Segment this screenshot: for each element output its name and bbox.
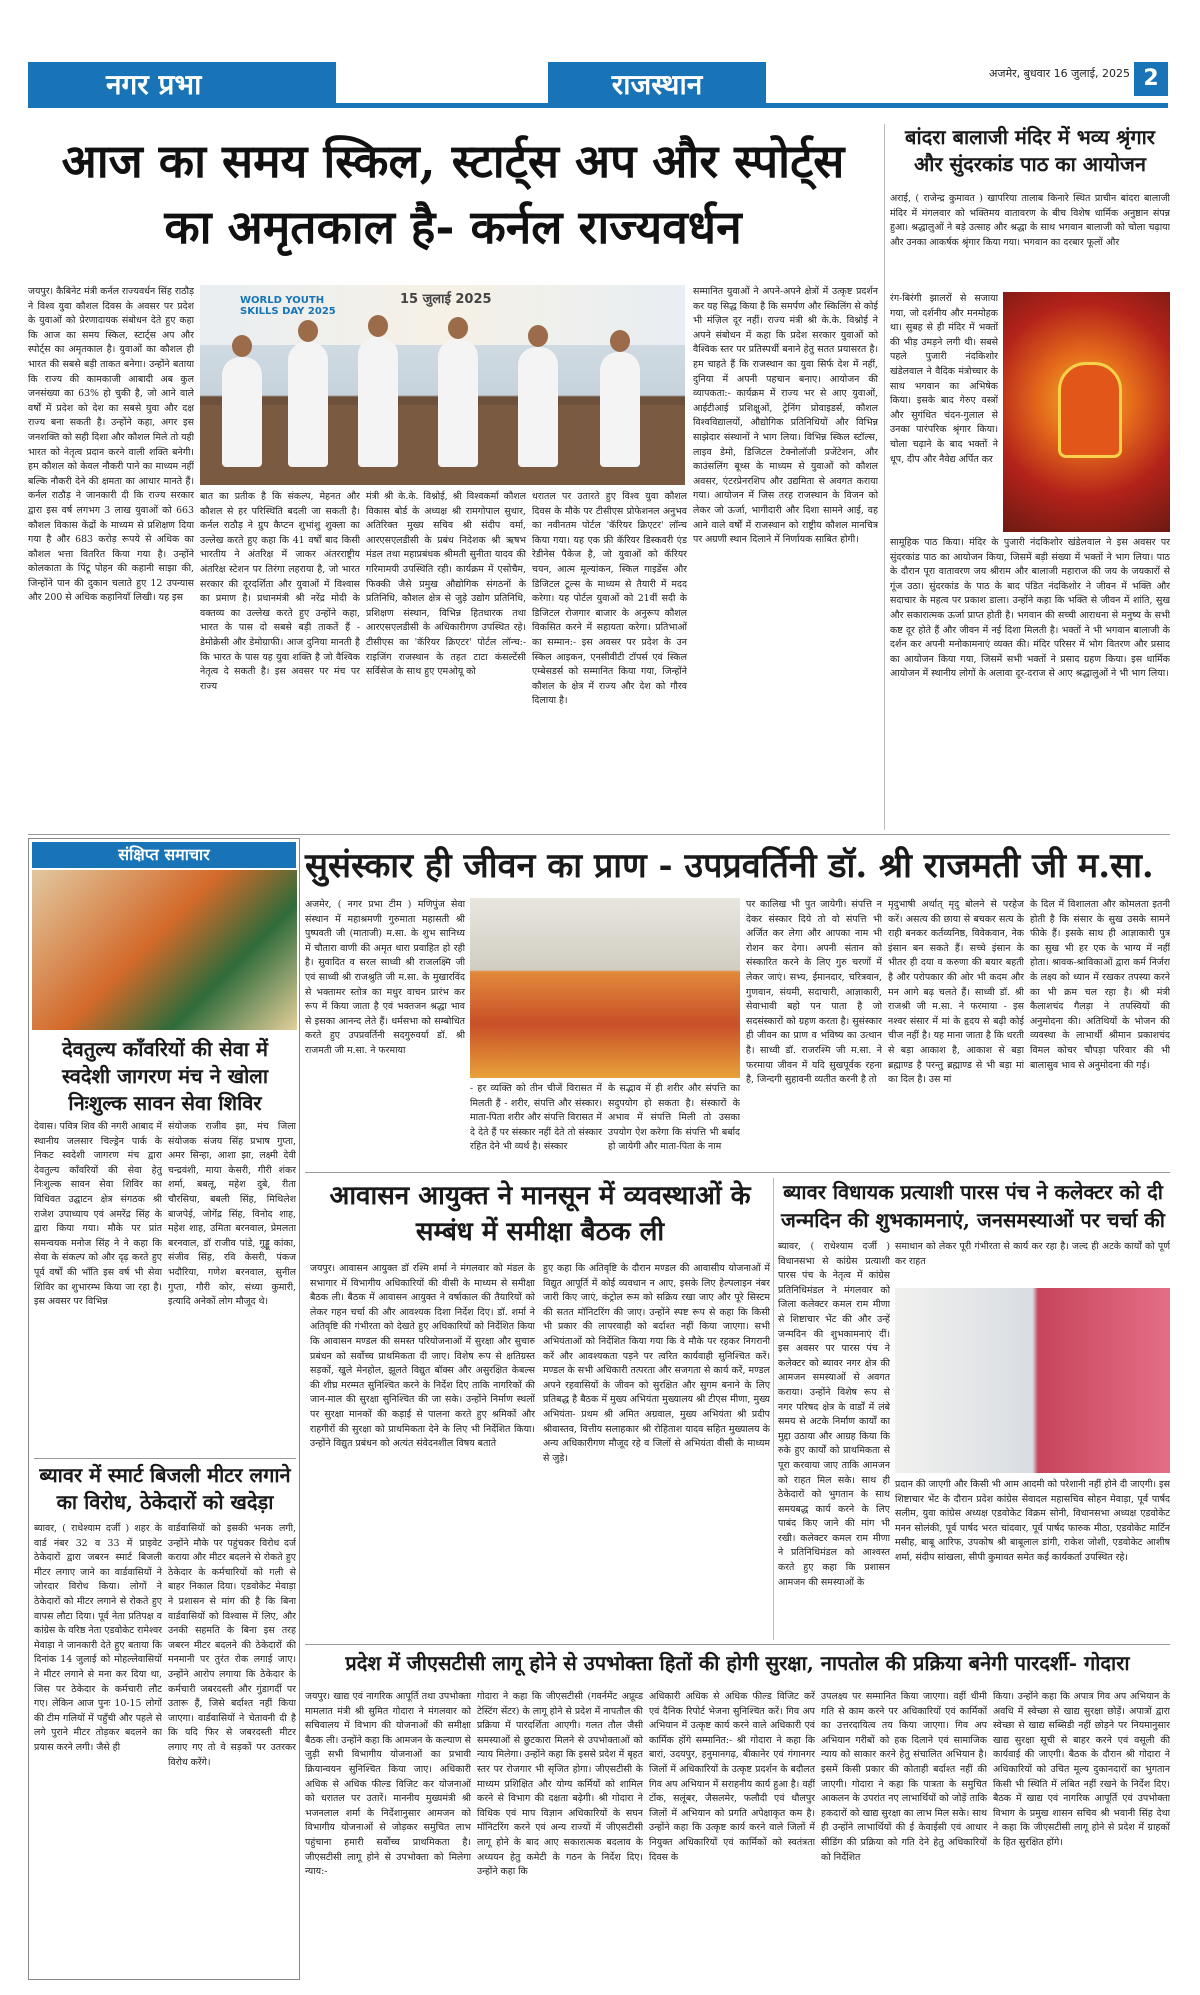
person-figure bbox=[518, 347, 558, 467]
main-story-col5: सम्मानित युवाओं ने अपने-अपने क्षेत्रों में उत्कृष्ट प्रदर्शन कर यह सिद्ध किया है कि समर्पण और स्किलिंग से कोई भी मंज़िल दूर नहीं। राज्य मंत्री श्री के.के. विश्नोई ने अपने संबोधन में कहा कि प्रदेश सरकार युवाओं को वैश्विक स्तर पर प्रतिस्पर्धी बनाने हेतु सतत प्रयासरत है। हम चाहते हैं कि राजस्थान का युवा सिर्फ देश में नहीं, दुनिया में अपनी पहचान बनाए। आयोजन की व्यापकता:- कार्यक्रम में राज्य भर से आए युवाओं, आईटीआई प्रशिक्षुओं, ट्रेनिंग प्रोवाइडर्स, कौशल विश्वविद्यालयों, औद्योगिक प्रतिनिधियों और विभिन्न साझेदार संस्थानों ने भाग लिया। विभिन्न स्किल स्टॉल्स, लाइव डेमो, डिजिटल टेक्नोलॉजी प्रजेंटेशन, और काउंसलिंग बूथ्स के माध्यम से युवाओं को कौशल अवसर, एंटरप्रेनरशिप और उद्यमिता से अवगत कराया गया। आयोजन में जिस तरह राजस्थान के विजन को लेकर जो ऊर्जा, भागीदारी और दिशा सामने आई, वह आने वाले वर्षों में राजस्थान को राष्ट्रीय कौशल मानचित्र पर अग्रणी स्थान दिलाने में निर्णायक साबित होगी। bbox=[693, 286, 878, 546]
sanskar-col1: अजमेर, ( नगर प्रभा टीम ) मणिपुंज सेवा संस्थान में महाश्रमणी गुरुमाता महासती श्री पुष्पवती जी (माताजी) म.सा. के शुभ सानिध्य में चौतारा वाणी की अमृत धारा प्रवाहित हो रही है। सुवादित व सरल साध्वी श्री राजलक्ष्मि जी एवं साध्वी श्री राजश्रुति जी म.सा. के मुखारविंद से भक्तामर स्तोत्र का मधुर वाचन प्रारंभ कर रूप में किया जाता है एवं भक्तजन श्रद्धा भाव से इसका आनन्द लेते हैं। धर्मसभा को सम्बोधित करते हुए उपप्रवर्तिनी सदगुरुवर्या डॉ. श्री राजमती जी म.सा. ने फरमाया bbox=[305, 899, 465, 1056]
section-rule bbox=[305, 1172, 1170, 1173]
main-story-col1: जयपुर। कैबिनेट मंत्री कर्नल राज्यवर्धन सिंह राठौड़ ने विश्व युवा कौशल दिवस के अवसर पर प्रदेश के युवाओं को प्रेरणादायक संबोधन देते हुए कहा कि आज का समय स्किल, स्टार्ट्स अप और स्पोर्ट्स का अमृतकाल है। युवाओं का कौशल ही भारत की सबसे बड़ी ताकत बनेगा। उन्होंने बताया कि राज्य की कामकाजी आबादी अब कुल जनसंख्या का 63% हो चुकी है, जो आने वाले वर्षों में प्रदेश को देश का सबसे युवा और दक्ष राज्य बना सकती है। उन्होंने कहा, अगर इस जनशक्ति को सही दिशा और कौशल मिले तो यही भारत को नेतृत्व प्रदान करने वाली शक्ति बनेगी। हम कौशल को केवल नौकरी पाने का माध्यम नहीं बल्कि नौकरी देने की क्षमता का आधार मानते हैं। कर्नल राठौड़ ने जानकारी दी कि राज्य सरकार द्वारा इस वर्ष लगभग 3 लाख युवाओं को 663 कौशल विकास केंद्रों के माध्यम से प्रशिक्षण दिया गया है और 683 करोड़ रूपये से अधिक का कौशल भत्ता वितरित किया गया है। उन्होंने कोलकाता के पिंटू पोहन की कहानी साझा की, जिन्होंने पान की दुकान चलाते हुए 12 उपन्यास और 200 से अधिक कहानियाँ लिखी। यह इस bbox=[28, 286, 194, 604]
person-figure bbox=[288, 342, 328, 467]
sanskar-col4: पर कालिख भी पुत जायेगी। संपत्ति न देकर संस्कार दिये तो वो संपत्ति भी अर्जित कर लेगा और आपका नाम भी रोशन कर देगा। अपनी संतान को संस्कारित करने के लिए गुरु चरणों में लेकर जाएं। सभ्य, ईमानदार, चरित्रवान, गुणवान, संयमी, सदाचारी, आज्ञाकारी, सेवाभावी बहो पन पाता है जो सदसंस्कारों को ग्रहण करता है। सुसंस्कार ही जीवन का प्राण व भविष्य का उत्थान है। साध्वी डॉ. राजरश्मि जी म.सा. ने फरमाया जीवन में यदि सुखपूर्वक रहना है, जिन्दगी सुहावनी व्यतीत करनी है तो bbox=[746, 899, 882, 1086]
collector-greeting-photo bbox=[895, 1288, 1170, 1473]
sanskar-col5: मृदुभाषी अर्थात् मृदु बोलने से परहेज करें। असत्य की छाया से बचकर सत्य के राही बनकर कर्तव्यनिष्ठ, विवेकवान, नेक इंसान बन सकते हैं। सच्चे इंसान के भीतर ही दया व करुणा की बयार बहती है और परोपकार की ओर भी कदम और मन आगे बढ़ चलते हैं। साध्वी डॉ. श्री राजश्री जी म.सा. ने फरमाया - इस नश्वर संसार में मां के हृदय से बढ़ी कोई चीज नहीं है। यह माना जाता है कि धरती से बड़ा आकाश है, आकाश से बड़ा ब्रह्माण्ड है परन्तु ब्रह्माण्ड से भी बड़ा मां का दिल है। उस मां bbox=[888, 899, 1024, 1086]
idol-figure bbox=[1058, 362, 1122, 458]
person-figure bbox=[600, 352, 640, 467]
section-nagar-prabha: नगर प्रभा bbox=[28, 62, 336, 108]
kanwar-headline: देवतुल्य काँवरियों की सेवा में स्वदेशी जागरण मंच ने खोला निःशुल्क सावन सेवा शिविर bbox=[61, 1037, 269, 1115]
sanskar-col6: के दिल में विशालता और कोमलता इतनी होती है कि संसार के सुख उसके सामने फीके हैं। इसके साथ ही आज्ञाकारी पुत्र का सुख भी हर एक के भाग्य में नहीं होता। श्रावक-श्राविकाओं द्वारा कर्म निर्जरा के लक्ष्य को ध्यान में रखकर तपस्या करने का भी क्रम चल रहा है। श्री मंत्री कैलाशचंद गैलड़ा ने तपस्वियों की अनुमोदना की। अतिथियों के भोजन की व्यवस्था के लाभार्थी श्रीमान प्रकाशचंद विमल कोचर चौपड़ा परिवार की भी बालासुव भाव से अनुमोदना की गई। bbox=[1030, 899, 1170, 1071]
kanwar-col2: संयोजक राजीव झा, मंच जिला संयोजक संजय सिंह प्रभाष गुप्ता, अमर सिन्हा, आशा झा, लक्ष्मी देवी चन्द्रवंशी, माया केसरी, गीरी शंकर शर्मा, बबलू, महेश दुबे, रीता चौरसिया, बबली सिंह, मिथिलेश बाजपेई, जोगेंद्र सिंह, विनोद शाह, महेश शाह, उमिता बरनवाल, प्रेमलता बरनवाल, डॉ राजीव पांडे, गुड्डू कांका, संजीव सिंह, रवि केसरी, पंकज भदौरिया, गणेश बरनवाल, सुनील गुप्ता, गौरी कोर, संध्या कुमारी, इत्यादि अनेकों लोग मौजूद थे। bbox=[168, 1121, 296, 1308]
beawar-col2: समाधान को लेकर पूरी गंभीरता से कार्य कर रहा है। जल्द ही अटके कार्यों को पूर्ण कर राहत bbox=[895, 1241, 1170, 1267]
smart-meter-headline: ब्यावर में स्मार्ट बिजली मीटर लगाने का विरोध, ठेकेदारों को खदेड़ा bbox=[39, 1463, 291, 1514]
temple-col-full: सामूहिक पाठ किया। मंदिर के पुजारी नंदकिशोर खंडेलवाल ने इस अवसर पर सुंदरकांड पाठ का आयोजन किया, जिसमें बड़ी संख्या में भक्तों ने भाग लिया। पाठ के दौरान पूरा वातावरण जय श्रीराम और बालाजी महाराज की जय के जयकारों से गूंज उठा। सुंदरकांड के पाठ के बाद पंडित नंदकिशोर ने जीवन में भक्ति और सदाचार के महत्व पर प्रकाश डाला। उन्होंने कहा कि भक्ति से जीवन में शांति, सुख और सकारात्मक ऊर्जा प्राप्त होती है। भगवान की सच्ची आराधना से मनुष्य के सभी कष्ट दूर होते हैं और जीवन में नई दिशा मिलती है। भक्तों ने भी भगवान बालाजी के दर्शन कर अपनी मनोकामनाएं व्यक्त की। मंदिर परिसर में भोग वितरण और प्रसाद का आयोजन किया गया, जिसमें सभी भक्तों ने प्रसाद ग्रहण किया। इस धार्मिक आयोजन में स्थानीय लोगों के अलावा दूर-दराज से आए श्रद्धालुओं ने भी भाग लिया। bbox=[890, 537, 1170, 680]
meter-col2: वार्डवासियों को इसकी भनक लगी, उन्होंने मौके पर पहुंचकर विरोध दर्ज कराया और मीटर बदलने से रोकते हुए ठेकेदार के कर्मचारियों को गली से बाहर निकाल दिया। एडवोकेट मेवाड़ा ने प्रशासन से मांग की है कि बिना वार्डवासियों को विश्वास में लिए, और उनकी सहमति के बिना इस तरह जबरन मीटर बदलने की ठेकेदारों की मनमानी पर तुरंत रोक लगाई जाए। उन्होंने आरोप लगाया कि ठेकेदार के कर्मचारी जबरदस्ती और गुंडागर्दी पर उतारू हैं, जिसे बर्दाश्त नहीं किया जाएगा। वार्डवासियों ने चेतावनी दी है कि यदि फिर से जबरदस्ती मीटर लगाए गए तो वे सड़कों पर उतरकर विरोध करेंगे। bbox=[168, 1523, 296, 1768]
bandra-balaji-idol-photo bbox=[1003, 292, 1170, 532]
event-banner-date: 15 जुलाई 2025 bbox=[400, 292, 492, 307]
person-figure bbox=[358, 337, 398, 467]
dharmasabha-hall-photo bbox=[470, 898, 740, 1078]
sanskar-col3: के सद्भाव में ही शरीर और संपत्ति का सदुपयोग हो सकता है। संस्कारों के अभाव में संपत्ति मिली तो उसका उपयोग ऐश करेगा कि संपत्ति भी बर्बाद हो जायेगी और माता-पिता के नाम bbox=[608, 1083, 740, 1153]
beawar-col3: प्रदान की जाएगी और किसी भी आम आदमी को परेशानी नहीं होने दी जाएगी। इस शिष्टाचार भेंट के दौरान प्रदेश कांग्रेस सेवादल महासचिव सोहन मेवाड़ा, पूर्व पार्षद सलीम, युवा कांग्रेस अध्यक्ष एडवोकेट विक्रम सोनी, विधानसभा अध्यक्ष एडवोकेट मनन सोलंकी, पूर्व पार्षद भरत चांदवार, पूर्व पार्षद फारुक मीठा, एडवोकेट मार्टिन मसीह, बाबू आरिफ, उपकोष श्री बाबूलाल डांगी, राकेश जोशी, एडवोकेट आशीष शर्मा, संदीप सांखला, सीपी कुमावत समेत कई कार्यकर्ता उपस्थित रहे। bbox=[895, 1479, 1170, 1563]
skills-day-event-photo bbox=[200, 285, 685, 485]
kanwar-camp-photo bbox=[32, 870, 297, 1030]
header-rule bbox=[28, 103, 1168, 108]
main-story-col2: बात का प्रतीक है कि संकल्प, मेहनत और कौशल से हर परिस्थिति बदली जा सकती है। कर्नल राठौड़ ने ग्रुप कैप्टन शुभांशु शुक्ला का उल्लेख करते हुए कहा कि 41 वर्षों बाद किसी भारतीय ने अंतरिक्ष में जाकर अंतरराष्ट्रीय अंतरिक्ष स्टेशन पर तिरंगा लहराया है, जो भारत सरकार की दूरदर्शिता और युवाओं में विश्वास का प्रमाण है। प्रधानमंत्री श्री नरेंद्र मोदी के वक्तव्य का उल्लेख करते हुए उन्होंने कहा, भारत के पास दो सबसे बड़ी ताकतें हैं - डेमोक्रेसी और डेमोग्राफी। आज दुनिया मानती है कि भारत के पास यह युवा शक्ति है जो वैश्विक नेतृत्व दे सकती है। इस अवसर पर मंच पर राज्य bbox=[200, 491, 360, 692]
gst-col2: गोदारा ने कहा कि जीएसटीसी (गवर्नमेंट अप्रूव्ड टेस्टिंग सेंटर) के लागू होने से प्रदेश में नापतौल की प्रक्रिया में पारदर्शिता आएगी। गलत तौल जैसी समस्याओं से छुटकारा मिलने से उपभोक्ताओं को न्याय मिलेगा। उन्होंने कहा कि इससे प्रदेश में बृहत स्तर पर रोजगार भी सृजित होगा। जीएसटीसी के माध्यम प्रशिक्षित और योग्य कर्मियों को शामिल करने से विभाग की दक्षता बढ़ेगी। श्री गोदारा ने विधिक एवं माप विज्ञान अधिकारियों के सघन मॉनिटरिंग करने एवं अन्य राज्यों में जीएसटीसी लागू होने के बाद आए सकारात्मक बदलाव के अध्ययन हेतु कमेटी के गठन के निर्देश दिए। उन्होंने कहा कि bbox=[477, 1691, 643, 1878]
temple-headline: बांदरा बालाजी मंदिर में भव्य श्रृंगार और सुंदरकांड पाठ का आयोजन bbox=[905, 125, 1155, 176]
person-figure bbox=[222, 357, 262, 467]
main-headline bbox=[28, 128, 878, 260]
gst-col3: अधिकारी अधिक से अधिक फील्ड विजिट करें एवं दैनिक रिपोर्ट भेजना सुनिश्चित करें। गिव अप अभियान में उत्कृष्ट कार्य करने वाले अधिकारी एवं कार्मिक होंगे सम्मानित:- श्री गोदारा ने कहा कि बारां, उदयपुर, हनुमानगढ़, बीकानेर एवं गंगानगर जिलों में अधिकारियों के उत्कृष्ट प्रदर्शन के बदौलत गिव अप अभियान में सराहनीय कार्य हुआ है। वहीं टोंक, सलूंबर, जैसलमेर, फलौदी एवं धौलपुर जिलों में अभियान को प्रगति अपेक्षाकृत कम है। उन्होंने कहा कि उत्कृष्ट कार्य करने वाले जिलों में नियुक्त अधिकारियों एवं कार्मिकों को स्वतंत्रता दिवस के bbox=[649, 1691, 815, 1863]
issue-date: अजमेर, बुधवार 16 जुलाई, 2025 bbox=[989, 67, 1130, 80]
awas-headline: आवासन आयुक्त ने मानसून में व्यवस्थाओं के सम्बंध में समीक्षा बैठक ली bbox=[329, 1181, 751, 1247]
meter-col1: ब्यावर, ( राधेश्याम दर्जी ) शहर के वार्ड नंबर 32 व 33 में प्राइवेट ठेकेदारों द्वारा जबरन स्मार्ट बिजली मीटर लगाए जाने का वार्डवासियों ने जोरदार विरोध किया। लोगों ने ठेकेदारों को मीटर लगाने से रोकते हुए वापस लौटा दिया। पूर्व नेता प्रतिपक्ष व कांग्रेस के वरिष्ठ नेता एडवोकेट रामेश्वर मेवाड़ा ने जानकारी देते हुए बताया कि दिनांक 14 जुलाई को मोहल्लेवासियों ने मीटर लगाने से मना कर दिया था, जिस पर ठेकेदार के कर्मचारी लौट गए। लेकिन आज पुनः 10-15 लोगों की टीम गलियों में पहुँची और पहले से लगे पुराने मीटर तोड़कर बदलने का प्रयास करने लगी। जैसे ही bbox=[34, 1523, 162, 1753]
section-rule bbox=[28, 834, 1170, 835]
kanwar-col1: देवास। पवित्र शिव की नगरी आबाद में स्थानीय जलसार चिल्ड्रेन पार्क के निकट स्वदेशी जागरण मंच द्वारा देवतुल्य काँवरियों की सेवा हेतु निःशुल्क सावन सेवा शिविर का विधिवत उद्घाटन क्षेत्र संगठक श्री राजेश उपाध्याय एवं अमरेंद्र सिंह के द्वारा किया गया। मौके पर प्रांत समन्वयक मनोज सिंह ने ने कहा कि सेवा के संकल्प को और दृढ़ करते हुए पूर्व वर्षों की भाँति इस वर्ष भी सेवा शिविर का शुभारम्भ किया जा रहा है। इस अवसर पर विभिन्न bbox=[34, 1121, 162, 1308]
beawar-headline: ब्यावर विधायक प्रत्याशी पारस पंच ने कलेक्टर को दी जन्मदिन की शुभकामनाएं, जनसमस्याओं पर चर्चा की bbox=[781, 1180, 1165, 1232]
temple-col-side: रंग-बिरंगी झालरों से सजाया गया, जो दर्शनीय और मनमोहक था। सुबह से ही मंदिर में भक्तों की भीड़ उमड़ने लगी थी। सबसे पहले पुजारी नंदकिशोर खंडेलवाल ने वैदिक मंत्रोच्चार के साथ भगवान का अभिषेक किया। इसके बाद गेरुए वस्त्रों और सुगंधित चंदन-गुलाल से उनका पारंपरिक श्रृंगार किया। चोला चढ़ाने के बाद भक्तों ने धूप, दीप और नैवेद्य अर्पित कर bbox=[890, 293, 998, 465]
main-headline-line1: आज का समय स्किल, स्टार्ट्स अप और स्पोर्ट्स bbox=[61, 134, 845, 188]
gst-col4: उपलक्ष्य पर सम्मानित किया जाएगा। वहीं धीमी गति से काम करने पर अधिकारियों एवं कार्मिकों का उत्तरदायित्व तय किया जाएगा। गिव अप अभियान गरीबों को हक दिलाने एवं सामाजिक न्याय को साकार करने हेतु संचालित अभियान है। इसमें किसी प्रकार की कोताही बर्दाश्त नहीं की जाएगी। गोदारा ने कहा कि पात्रता के समुचित आकलन के उपरांत नए लाभार्थियों को जोड़ें ताकि हकदारों को खाद्य सुरक्षा का लाभ मिल सके। साथ ही उन्होंने लाभार्थियों की ई केवाईसी एवं आधार सीडिंग की प्रक्रिया को गति देने हेतु अधिकारियों को निर्देशित bbox=[821, 1691, 987, 1863]
person-figure bbox=[438, 339, 478, 467]
main-headline-line2: का अमृतकाल है- कर्नल राज्यवर्धन bbox=[164, 200, 742, 254]
column-divider bbox=[884, 124, 885, 830]
gst-headline: प्रदेश में जीएसटीसी लागू होने से उपभोक्ता हितों की होगी सुरक्षा, नापतोल की प्रक्रिया बनेगी पारदर्शी- गोदारा bbox=[345, 1651, 1130, 1675]
gst-col5: किया। उन्होंने कहा कि अपात्र गिव अप अभियान के अवधि में स्वेच्छा से खाद्य सुरक्षा छोड़ें। अपात्रों द्वारा स्वेच्छा से खाद्य सब्सिडी नहीं छोड़ने पर नियमानुसार खाद्य सुरक्षा सूची से बाहर करने एवं वसूली की कार्यवाई की जाएगी। बैठक के दौरान श्री गोदारा ने अधिकारियों को उचित मूल्य दुकानदारों का भुगतान किसी भी स्थिति में लंबित नहीं रखने के निर्देश दिए। बैठक में खाद्य एवं नागरिक आपूर्ति एवं उपभोक्ता विभाग के प्रमुख शासन सचिव श्री भवानी सिंह देथा ने कहा कि जीएसटीसी लागू होने से प्रदेश में ग्राहकों के हित सुरक्षित होंगे। bbox=[993, 1691, 1170, 1848]
sanskar-col2: - हर व्यक्ति को तीन चीजें विरासत में मिलती हैं - शरीर, संपत्ति और संस्कार। माता-पिता शरीर और संपत्ति विरासत में दे देते हैं पर संस्कार नहीं देते तो संस्कार रहित देने भी व्यर्थ है। संस्कार bbox=[470, 1083, 602, 1153]
page-number: 2 bbox=[1134, 62, 1168, 96]
main-story-col4: धरातल पर उतारते हुए विश्व युवा कौशल दिवस के मौके पर टीसीएस प्रोफेशनल अनुभव का नवीनतम पोर्टल 'कॅरियर क्रिएटर' लॉन्च किया गया। यह एक फ्री कॅरियर डिस्कवरी एंड रेडीनेस पैकेज है, जो युवाओं को कॅरियर चयन, आत्म मूल्यांकन, स्किल गाइडेंस और डिजिटल टूल्स के माध्यम से तैयारी में मदद करेगा। यह पोर्टल युवाओं को 21वीं सदी के डिजिटल रोजगार बाजार के अनुरूप कौशल विकसित करने में सहायता करेगा। प्रतिभाओं का सम्मान:- इस अवसर पर प्रदेश के उन स्किल आइकन, एनसीवीटी टॉपर्स एवं स्किल एम्बेसडर्स को सम्मानित किया गया, जिन्होंने कौशल के क्षेत्र में राज्य और देश को गौरव दिलाया है। bbox=[532, 491, 687, 707]
temple-lead: अराई, ( राजेन्द्र कुमावत ) खापरिया तालाब किनारे स्थित प्राचीन बांदरा बालाजी मंदिर में मंगलवार को भक्तिमय वातावरण के बीच विशेष धार्मिक अनुष्ठान संपन्न हुआ। श्रद्धालुओं ने बड़े उत्साह और श्रद्धा के साथ भगवान बालाजी को चोला चढ़ाया और उनका आकर्षक श्रृंगार किया गया। भगवान का दरबार फूलों और bbox=[890, 193, 1170, 248]
event-banner-text: WORLD YOUTH SKILLS DAY 2025 bbox=[240, 295, 336, 317]
brief-rule bbox=[34, 1458, 296, 1459]
awas-col1: जयपुर। आवासन आयुक्त डॉ रश्मि शर्मा ने मंगलवार को मंडल के सभागार में विभागीय अधिकारियों की वीसी के माध्यम से समीक्षा बैठक ली। बैठक में आवासन आयुक्त ने वर्षाकाल की तैयारियों को लेकर गहन चर्चा की और आवश्यक दिशा निर्देश दिए। डॉ. शर्मा ने अतिवृष्टि की गंभीरता को देखते हुए अधिकारियों को निर्देशित किया कि आवासन मण्डल की समस्त परियोजनाओं में सुरक्षा और सुचारु प्रबंधन को सर्वोच्च प्राथमिकता दी जाए। विशेष रूप से क्षतिग्रस्त सड़कों, खुले मेनहोल, झूलते विद्युत बॉक्स और असुरक्षित केबल्स की शीघ्र मरम्मत सुनिश्चित करने के निर्देश दिए ताकि नागरिकों की जान-माल की सुरक्षा सुनिश्चित की जा सके। उन्होंने निर्माण स्थलों पर सुरक्षा मानकों की कड़ाई से पालना करते हुए श्रमिकों और राहगीरों की सुरक्षा को प्राथमिकता देने के लिए भी निर्देशित किया। उन्होंने विद्युत प्रबंधन को अत्यंत संवेदनशील विषय बताते bbox=[310, 1263, 535, 1450]
awas-col2: हुए कहा कि अतिवृष्टि के दौरान मण्डल की आवासीय योजनाओं में विद्युत आपूर्ति में कोई व्यवधान न आए, इसके लिए हेल्पलाइन नंबर जारी किए जाएं, कंट्रोल रूम को सक्रिय रखा जाए और पूरे सिस्टम की सतत मॉनिटरिंग की जाए। उन्होंने स्पष्ट रूप से कहा कि किसी भी प्रकार की लापरवाही को बर्दाश्त नहीं किया जाएगा। सभी अभियंताओं को निर्देशित किया गया कि वे मौके पर रहकर निगरानी करें और आवश्यकता पड़ने पर त्वरित कार्यवाही सुनिश्चित करें। मण्डल के सभी अधिकारी तत्परता और सजगता से कार्य करें, मण्डल अपने रहवासियों के जीवन को सुरक्षित और सुगम बनाने के लिए प्रतिबद्ध है बैठक में मुख्य अभियंता मुख्यालय श्री टीएस मीणा, मुख्य अभियंता- प्रथम श्री अमित अग्रवाल, मुख्य अभियंता श्री प्रदीप श्रीवास्तव, वित्तीय सलाहकार श्री रोहिताश यादव सहित मुख्यालय के अन्य अधिकारीगण मौजूद रहे व जिलों से अभियंता वीसी के माध्यम से जुड़े। bbox=[543, 1263, 770, 1464]
gst-col1: जयपुर। खाद्य एवं नागरिक आपूर्ति तथा उपभोक्ता मामलात मंत्री श्री सुमित गोदारा ने मंगलवार को सचिवालय में विभाग की योजनाओं की समीक्षा बैठक ली। उन्होंने कहा कि आमजन के कल्याण से जुड़ी सभी विभागीय योजनाओं का प्रभावी क्रियान्वयन सुनिश्चित किया जाए। अधिकारी अधिक से अधिक फील्ड विजिट कर योजनाओं को धरातल पर उतारें। माननीय मुख्यमंत्री श्री भजनलाल शर्मा के निर्देशानुसार आमजन को विभागीय योजनाओं से जोड़कर समुचित लाभ पहुंचाना हमारी सर्वोच्च प्राथमिकता है। जीएसटीसी लागू होने से उपभोक्ता को मिलेगा न्याय:- bbox=[305, 1691, 471, 1878]
column-divider bbox=[773, 1178, 774, 1640]
main-story-col3: मंत्री श्री के.के. विश्नोई, श्री विश्वकर्मा कौशल विकास बोर्ड के अध्यक्ष श्री रामगोपाल सुथार, अतिरिक्त मुख्य सचिव श्री संदीप वर्मा, आरएसएलडीसी के प्रबंध निदेशक श्री ऋषभ मंडल तथा महाप्रबंधक श्रीमती सुनीता यादव की गरिमामयी उपस्थिति रही। कार्यक्रम में एसोचैम, फिक्की जैसे प्रमुख औद्योगिक संगठनों के प्रतिनिधि, कौशल क्षेत्र से जुड़े उद्योग प्रतिनिधि, प्रशिक्षण संस्थान, विभिन्न हितधारक तथा आरएसएलडीसी के अधिकारीगण उपस्थित रहे। टीसीएस का 'कॅरियर क्रिएटर' पोर्टल लॉन्च:- राइजिंग राजस्थान के तहत टाटा कंसल्टेंसी सर्विसेज के साथ हुए एमओयू को bbox=[366, 491, 526, 678]
beawar-col1: ब्यावर, ( राधेश्याम दर्जी ) विधानसभा से कांग्रेस प्रत्याशी पारस पंच के नेतृत्व में कांग्रेस प्रतिनिधिमंडल ने मंगलवार को जिला कलेक्टर कमल राम मीणा से शिष्टाचार भेंट की और उन्हें जन्मदिन की शुभकामनाएं दीं। इस अवसर पर पारस पंच ने कलेक्टर को ब्यावर नगर क्षेत्र की आमजन समस्याओं से अवगत कराया। उन्होंने विशेष रूप से नगर परिषद क्षेत्र के वार्डों में लंबे समय से अटके निर्माण कार्यों का मुद्दा उठाया और आग्रह किया कि रुके हुए कार्यों को प्राथमिकता से पूरा करवाया जाए ताकि आमजन को राहत मिल सके। साथ ही ठेकेदारों को भुगतान के साथ समयबद्ध कार्य करने के लिए पाबंद किए जाने की मांग भी रखी। कलेक्टर कमल राम मीणा ने प्रतिनिधिमंडल को आश्वस्त करते हुए कहा कि प्रशासन आमजन की समस्याओं के bbox=[778, 1241, 890, 1588]
section-rule bbox=[305, 1644, 1170, 1645]
sanskar-headline: सुसंस्कार ही जीवन का प्राण - उपप्रवर्तिनी डॉ. श्री राजमती जी म.सा. bbox=[305, 846, 1154, 886]
section-rajasthan: राजस्थान bbox=[548, 62, 766, 108]
brief-news-title: संक्षिप्त समाचार bbox=[32, 842, 296, 868]
